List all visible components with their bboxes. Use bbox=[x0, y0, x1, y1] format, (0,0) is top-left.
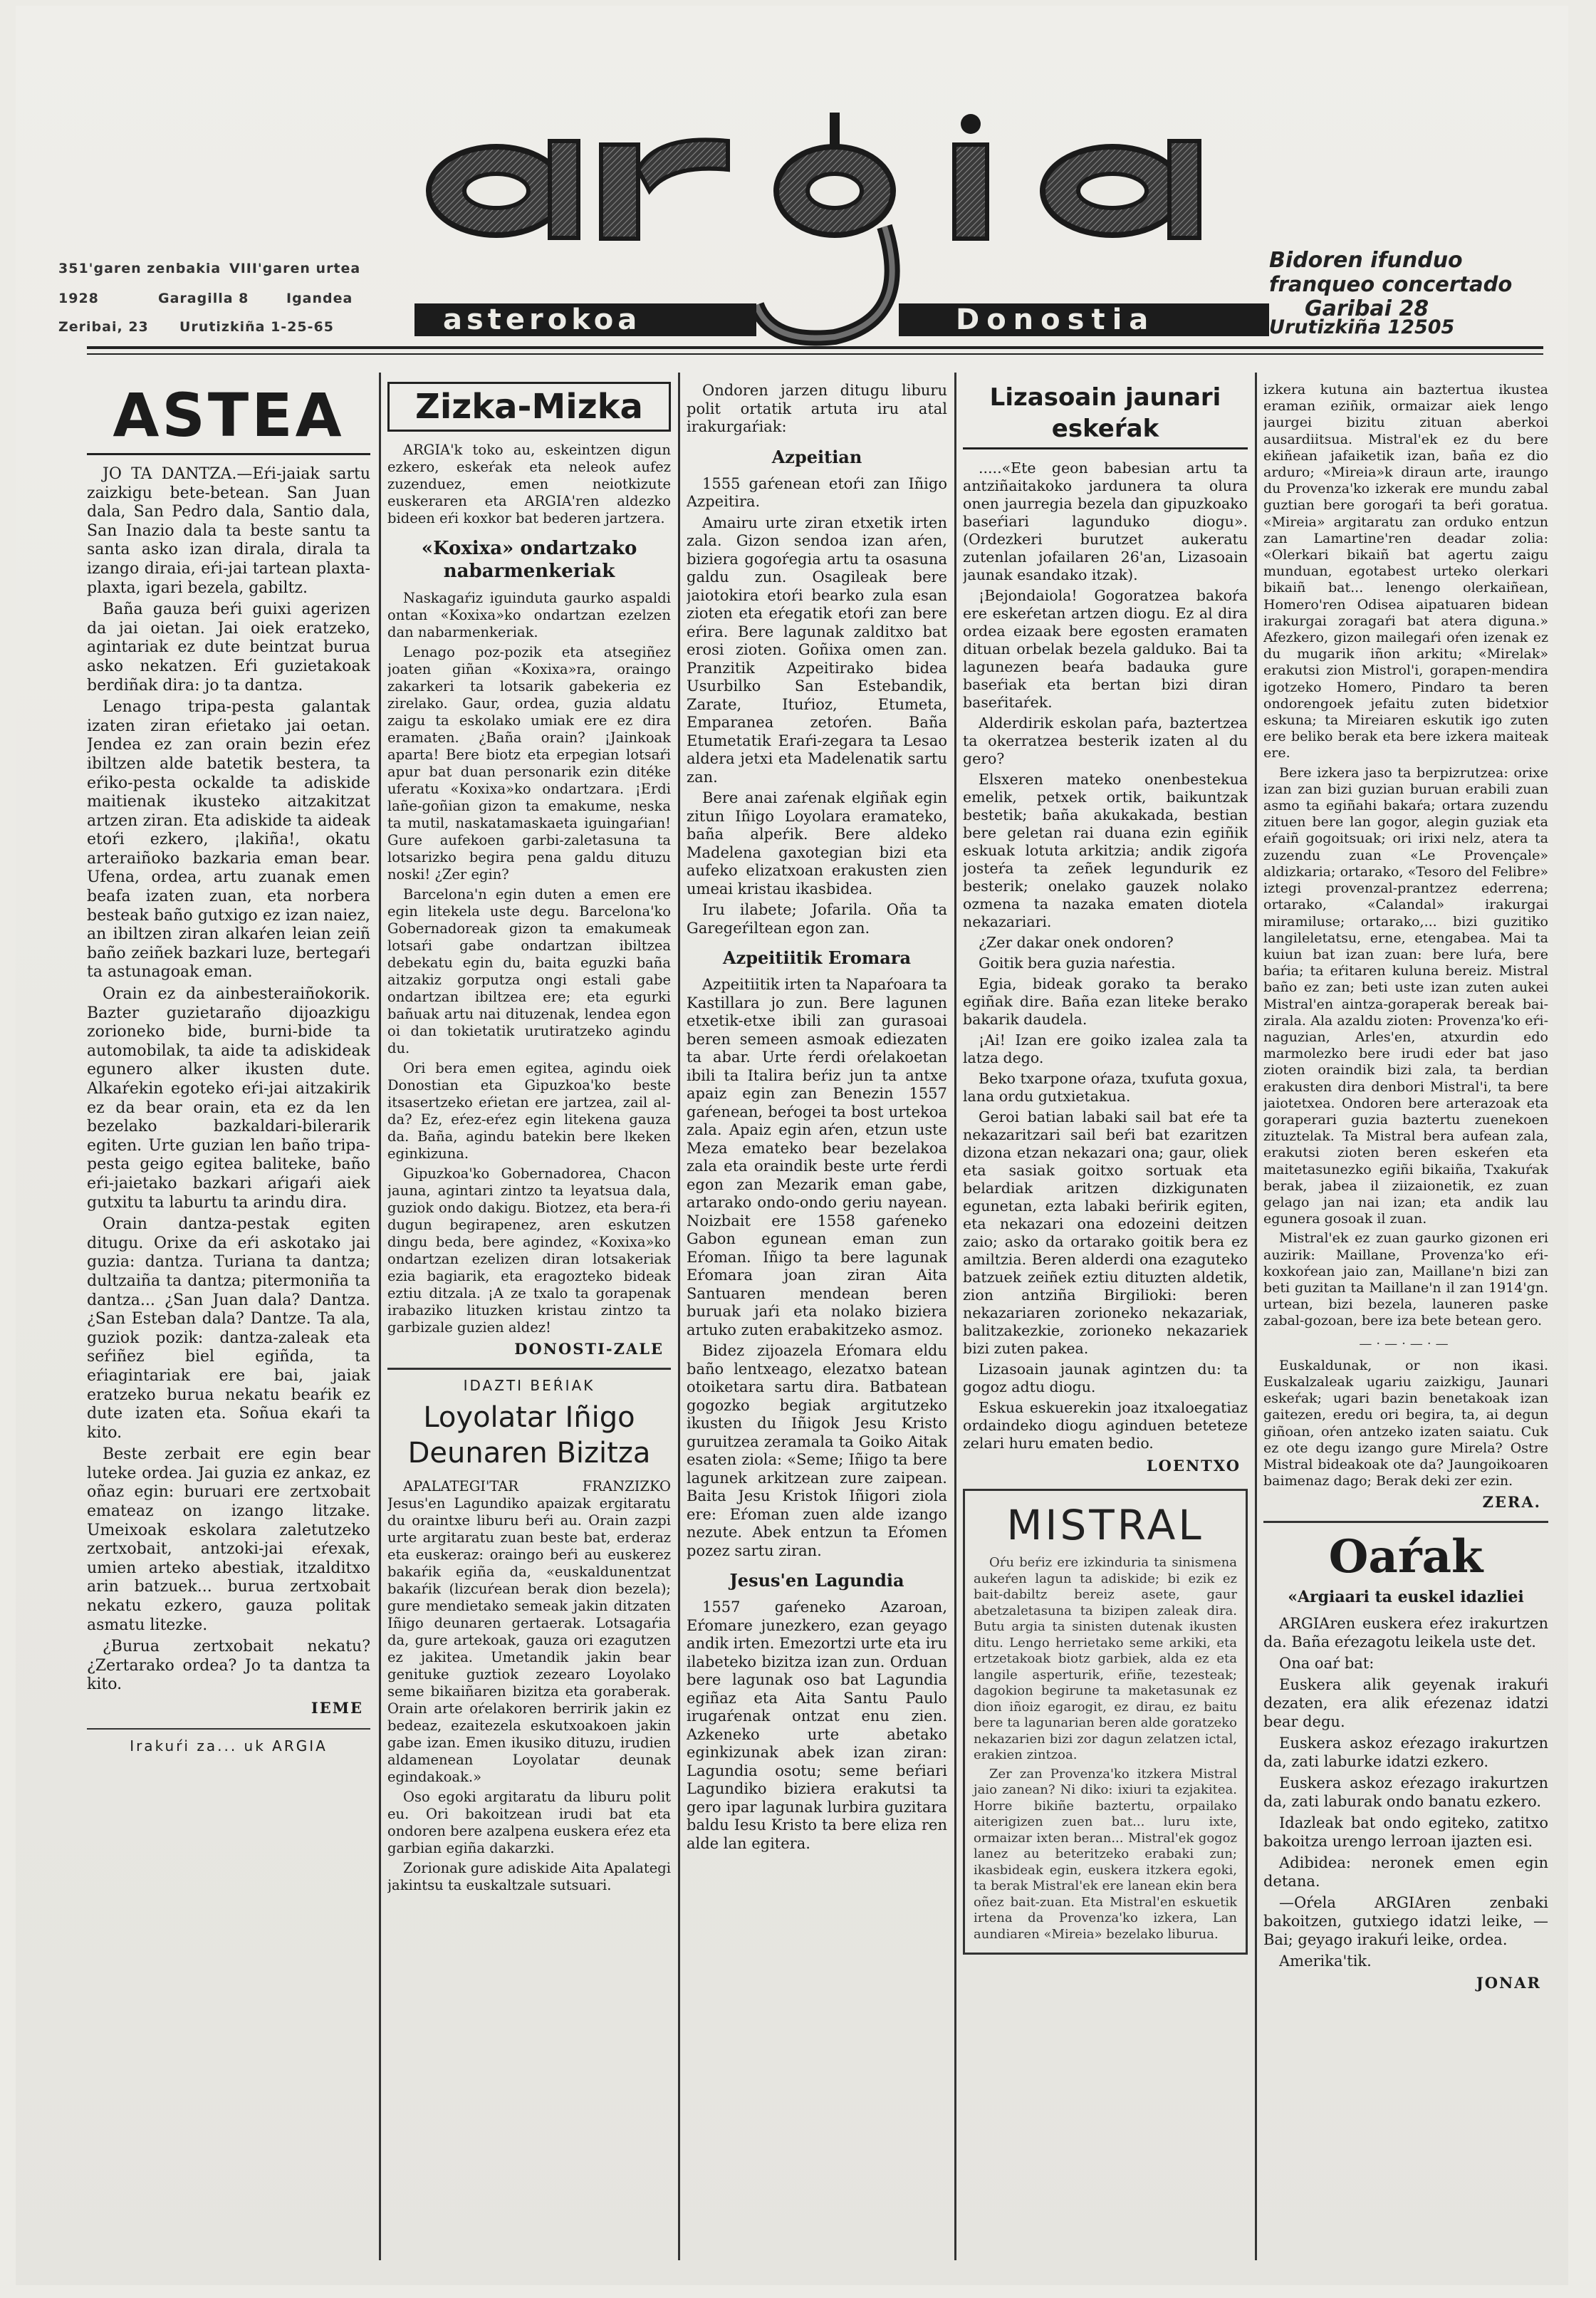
lizasoain-paragraph: ¿Zer dakar onek ondoren? bbox=[979, 934, 1174, 951]
oarrak-paragraph: Euskera askoz eŕezago irakurtzen da, zati laburke idatzi ezkero. bbox=[1263, 1734, 1548, 1770]
lizasoain-title: Lizasoain jaunari eskeŕak bbox=[963, 382, 1248, 449]
astea-paragraph: Orain ez da ainbesteraiñokorik. Bazter guzietaraño dijoazkigu zorioneko bide, burni-bide ta automobilak, ta aide ta adiskideak egunero alker ikusten dute. Alkaŕekin egoteko eŕi-jai aitzakirik ez da bear orain, eta ez da len bezelako bazkaldari-bilerarik egiten. Urte guzian len baño tripa-pesta geigo egitea baliteke, baño eŕi-jaietako bazkari aŕigaŕi aiek gutxitu ta laburtu ta arindu dira. bbox=[87, 985, 370, 1212]
column-loyola-cont bbox=[687, 382, 947, 2262]
koxixa-subhead: «Koxixa» ondartzako nabarmenkeriak bbox=[421, 538, 637, 582]
phone-left: Urutizkiña 1-25-65 bbox=[179, 319, 334, 335]
astea-paragraph: JO TA DANTZA.—Eŕi-jaiak sartu zaizkigu bete-betean. San Juan dala, San Pedro dala, Santio dala, San Inazio dala ta beste santu ta santa asko izan dirala, dirala ta izango diraia, eŕi-jai tartean plaxta-plaxta, igari bezela, gabiltz. bbox=[87, 465, 370, 597]
koxixa-paragraph: Barcelona'n egin duten a emen ere egin litekela uste degu. Barcelona'ko Gobernadoreak gizon ta emakumeak lotsaŕi gabe ondartzan ibiltzea debekatu egin du, baita eguzki baña aitzakiz gorputza ongi estali gabe ondartzan ibiltzea ere; eta egurki bañuak artu nai dituzenak, lendea egon oi dan tokietatik urutiratzeko agindu du. bbox=[387, 886, 671, 1056]
mistral-cont-paragraph: Mistral'ek ez zuan gaurko gizonen eri auzirik: Maillane, Provenza'ko eŕi-koxkoŕean jaio zan, Maillane'n bizi zan beti guzitan ta Maillane'n il zan 1914'gn. urtean, bizi bezela, launeren paske zabal-gozoan, bere iza bete betean gero. bbox=[1263, 1230, 1548, 1329]
lizasoain-paragraph: Alderdirik eskolan paŕa, baztertzea ta okerratzea besterik izaten al du gero? bbox=[963, 714, 1248, 767]
banner-left-text: asterokoa bbox=[443, 303, 642, 336]
masthead-logo bbox=[414, 113, 1269, 355]
column-lizasoain bbox=[963, 382, 1248, 2262]
year-number: VIII'garen urtea bbox=[229, 261, 361, 276]
oarrak-subhead: «Argiaari ta euskel idazliei bbox=[1288, 1587, 1524, 1606]
eromara-paragraph: Bidez zijoazela Eŕomara eldu baño lentxeago, elezatxo batean otoiketara sartu dira. Batbatean gogozko begiak argitutzeko ikusten du Iñigok Jesu Kristo guruitzea zeramala ta Goiko Aitak esaten ziola: «Seme; Iñigo ta bere lagunek arkitzean zure zaipean. Baita Jesu Kristok Iñigori ziola ere: Eŕoman zuen alde izango nezute. Abek entzun ta Eŕomen pozez sartu ziran. bbox=[687, 1342, 947, 1559]
argia-logo-icon bbox=[414, 113, 1269, 355]
loyola-cont-intro: Ondoren jarzen ditugu liburu polit ortatik artuta iru atal irakurgaŕiak: bbox=[687, 382, 947, 435]
column-rule-2 bbox=[678, 373, 680, 2260]
astea-footer-note: Irakuŕi za... uk ARGIA bbox=[130, 1737, 328, 1754]
koxixa-signature: DONOSTI-ZALE bbox=[514, 1340, 664, 1358]
lizasoain-paragraph: Eskua eskuerekin joaz itxaloegatiaz ordaindeko diogu aginduen beteteze zelari huru ematen bedio. bbox=[963, 1399, 1248, 1452]
mistral-paragraph: Zer zan Provenza'ko itzkera Mistral jaio zanean? Ni diko: ixiuri ta ezjakitea. Horre bikiñe baztertu, orpailako aiterigizen zuen bat... luru ixte, ormaizar ixten beran... Mistral'ek gogoz lanez au beteritzeko erabaki zun; ikasbideak egin, euskera itzkera egoki, ta berak Mistral'ek ere lanean ekin bera oñez bait-zuan. Eta Mistral'en eskuetik irtena da Provenza'ko izkera, Lan aundiaren «Mireia» bezelako liburua. bbox=[974, 1766, 1237, 1942]
masthead-rule-thin bbox=[87, 353, 1543, 355]
column-zizka-mizka bbox=[387, 382, 671, 2262]
lizasoain-paragraph: Beko txarpone oŕaza, txufuta goxua, lana ordu gutxietakua. bbox=[963, 1070, 1248, 1105]
zizka-intro: ARGIA'k toko au, eskeintzen digun ezkero, eskeŕak eta neleok aufez zuzenduez, emen neiotkizute euskeraren eta ARGIA'ren aldezko bideen eŕi koxkor bat bederen jartzera. bbox=[387, 442, 671, 526]
lizasoain-signature: LOENTXO bbox=[1146, 1457, 1241, 1475]
lizasoain-paragraph: Lizasoain jaunak agintzen du: ta gogoz adtu diogu. bbox=[963, 1361, 1248, 1395]
loyola-title: Loyolatar Iñigo Deunaren Bizitza bbox=[407, 1401, 651, 1470]
column-astea bbox=[87, 382, 370, 2262]
azpeitian-paragraph: Iru ilabete; Jofarila. Oña ta Garegeŕiltean egon zan. bbox=[687, 901, 947, 937]
astea-paragraph: Baña gauza beŕi guixi agerizen da jai oietan. Jai oiek eratzeko, agintariak ez dute beintzat burua asko nekatzen. Eŕi guzietakoak berdiñak dira: jo ta dantza. bbox=[87, 601, 370, 695]
masthead-rule bbox=[87, 346, 1543, 349]
astea-paragraph: Beste zerbait ere egin bear luteke ordea. Jai guzia ez ankaz, ez oñaz egin: buruari ere zertxobait emateaz on izango litzake. Umeixoak eskolara zaletutzeko zertxobait, antzoki-jai eŕexak, umien arteko abestiak, itzalditxo arin batzuek... burua zertxobait nekatu ezkero, gauza politak asmatu litezke. bbox=[87, 1445, 370, 1634]
issue-weekday: Igandea bbox=[286, 291, 353, 306]
mistral-title: MISTRAL bbox=[1006, 1501, 1204, 1549]
right-meta-1: Bidoren ifunduo bbox=[1269, 248, 1463, 273]
azpeitian-paragraph: Bere anai zaŕenak elgiñak egin zitun Iñigo Loyolara eramateko, baña alpeŕik. Bere aldeko Madelena gaxotegian bizi eta aufeko elizatxoan erakusten zien umeai kristau ikasbidea. bbox=[687, 789, 947, 898]
jonar-signature: JONAR bbox=[1476, 1973, 1541, 1992]
oarrak-paragraph: Adibidea: neronek emen egin detana. bbox=[1263, 1854, 1548, 1890]
oarrak-paragraph: Ona oaŕ bat: bbox=[1279, 1654, 1375, 1672]
lizasoain-paragraph: Egia, bideak gorako ta berako egiñak dire. Baña ezan liteke berako bakarik daudela. bbox=[963, 975, 1248, 1028]
idazti-berriak-label: IDAZTI BEŔIAK bbox=[463, 1377, 595, 1394]
address-left: Zeribai, 23 bbox=[58, 319, 149, 335]
lizasoain-paragraph: ¡Bejondaiola! Gogoratzea bakoŕa ere eskeŕetan artzen diogu. Ez al dira ordea eizaak bere egosten eramaten dituan orbelak bezela galduko. Bai ta lagunezen beaŕa badauka gure baseŕiak eta bertan bizi diran baseŕitaŕek. bbox=[963, 587, 1248, 711]
eromara-subhead: Azpeitiitik Eromara bbox=[722, 947, 911, 968]
eromara-paragraph: Azpeitiitik irten ta Napaŕoara ta Kastillara jo zun. Bere lagunen etxetik-etxe ibili zan gurasoai beren semeen asmoak ediezaten ta abar. Urte ŕerdi oŕelakoetan ibili ta Italira beŕiz jun ta antxe apaiz egin zan Benezin 1557 gaŕenean, beŕogei ta bost urtekoa zala. Apaiz egin aŕen, etzun uste Meza emateko bear bezelakoa zala eta oraindik beste urte ŕerdi egon zan Mezarik eman gabe, artarako ondo-ondo geriu nayean. Noizbait ere 1558 gaŕeneko Gabon egunean eman zun Eŕoman. Iñigo ta bere lagunak Eŕomara joan ziran Aita Santuaren mendean beren buruak jaŕi eta nolako biziera artuko zuten erabakitzeko asmoz. bbox=[687, 976, 947, 1338]
oarrak-paragraph: ARGIAren euskera eŕez irakurtzen da. Baña eŕezagotu leikela uste det. bbox=[1263, 1614, 1548, 1650]
loyola-paragraph: Oso egoki argitaratu da liburu polit eu. Ori bakoitzean irudi bat eta ondoren bere azalpena euskera eŕez eta garbian egiña dakarzki. bbox=[387, 1789, 671, 1856]
azpeitian-subhead: Azpeitian bbox=[771, 446, 862, 467]
lagundia-subhead: Jesus'en Lagundia bbox=[729, 1570, 904, 1591]
euskaldunak-paragraph: Euskaldunak, or non ikasi. Euskalzaleak ugariu zaizkigu, Jaunari eskeŕak; ugari bazin benetakoak izan gaitezen, eredu ori begira, ta, ai degun giñoan, oŕen antzeko izaten saiatu. Cuk ez ote degu izango gure Mirela? Ostre Mistral bideakoak ote da? Jaungoikoaren baimenaz dago; Berak deki zer ezin. bbox=[1263, 1357, 1548, 1489]
issue-date: Garagilla 8 bbox=[158, 291, 249, 306]
astea-title: ASTEA bbox=[87, 382, 370, 455]
astea-paragraph: Lenago tripa-pesta galantak izaten ziran eŕietako jai oetan. Jendea ez zan orain bezin eŕez ibiltzen alde batetik bestera, ta eŕiko-pesta ockalde ta adiskide maitienak ikusteko aitzakitzat artzen ziran. Eta adiskide ta aideak etoŕi ezkero, ¡lakiña!, okatu arteraiñoko bazkaria eman bear. Ufena, ordea, artu zuanak emen beafa izaten zuan, eta norbera besteak baño gutxigo ez izan naiez, an ibiltzen ziran alkaŕen leian zeiñ baño zeiñek bazkari luze, bertegaŕi ta astunagoak eman. bbox=[87, 698, 370, 982]
oarrak-paragraph: —Oŕela ARGIAren zenbaki bakoitzen, gutxiego idatzi leike, —Bai; geyago irakuŕi leike, ordea. bbox=[1263, 1893, 1548, 1948]
issue-number: 351'garen zenbakia bbox=[58, 261, 221, 276]
zizka-divider bbox=[387, 1368, 671, 1370]
astea-paragraph: ¿Burua zertxobait nekatu? ¿Zertarako ordea? Jo ta dantza ta kito. bbox=[87, 1638, 370, 1694]
oarrak-paragraph: Euskera askoz eŕezago irakurtzen da, zati laburak ondo banatu ezkero. bbox=[1263, 1774, 1548, 1810]
oarrak-paragraph: Idazleak bat ondo egiteko, zatitxo bakoitza urengo lerroan ijazten esi. bbox=[1263, 1814, 1548, 1850]
oarrak-title: Oaŕak bbox=[1328, 1529, 1483, 1584]
loyola-paragraph: APALATEGI'TAR FRANZIZKO Jesus'en Lagundiko apaizak ergitaratu du oraintxe liburu beŕi au. Orain zazpi urte argitaratu zuan beste bat, erderaz eta euskeraz: oraingo beŕi au euskerez bakaŕik egiña da, «euskaldunentzat bakaŕik (lizcuŕean berak dion bezela); gure mendietako semeak jakin ditzaten Iñigo deunaren gertaerak. Lotsagaŕia da, gure artekoak, gauza ori ezagutzen ez jakitea. Umetandik jakin bear genituke guztiok zezearo Loyolako seme bikaiñaren bizitza eta goraberak. Orain arte oŕelakoren berririk jakin ez bedeaz, ezaitezela eskutxoakoen jakin gabe izan. Emen ikusiko dituzu, irudien aldamenean Loyolatar deunak egindakoak.» bbox=[387, 1478, 671, 1785]
right-meta-4: Urutizkiña 12505 bbox=[1269, 316, 1455, 338]
koxixa-paragraph: Lenago poz-pozik eta atsegiñez joaten giñan «Koxixa»ra, oraingo zakarkeri ta lotsarik gabekeria ez zirelako. Gaur, ordea, guzia aldatu zaigu ta eskolako umiak ere ez dira eramaten. ¿Baña orain? ¡Jainkoak aparta! Bere biotz eta erpegian lotsaŕi apur bat duan personarik ezin ditéke uferatu «Koxixa»ko ondartzara. ¡Erdi lañe-goñian gizon ta emakume, neska ta mutil, naskatamaskaeta iguingaŕian! Gure aufekoen garbi-zaletasuna ta lotsarizko begira pena galdu dituzu noski! ¿Zer egin? bbox=[387, 644, 671, 883]
right-meta-2: franqueo concertado bbox=[1269, 272, 1513, 296]
koxixa-paragraph: Gipuzkoa'ko Gobernadorea, Chacon jauna, agintari zintzo ta leyatsua dala, guziok ondo dakigu. Biotzez, eta bera-ŕi dugun begirapenez, aren eskutzen dingu beda, bere agindez, «Koxixa»ko ondartzan ezelizen diran lotsakeriak ezia bagiarik, eta eragozteko bideak eztiu ditzala. ¡A ze txalo ta gorapenak irabaziko lituzken kristau zintzo ta garbizale guzien aldez! bbox=[387, 1165, 671, 1336]
issue-year: 1928 bbox=[58, 291, 99, 306]
lizasoain-paragraph: Elsxeren mateko onenbestekua emelik, petxek ortik, baikuntzak bestetik; baña akukakada, bestian bere geletan rai duana ezin egiñik eskuak lotuta arkitzia; andik zigoŕa josteŕa ta zeñek legundurik ez besterik; onelako gauzek nolako ozmena ta nazaka ematen diotela nekazariari. bbox=[963, 771, 1248, 930]
banner-right-text: Donostia bbox=[956, 303, 1156, 336]
column-rule-1 bbox=[379, 373, 381, 2260]
azpeitian-paragraph: Amairu urte ziran etxetik irten zala. Gizon sendoa izan aŕen, biziera gogoŕegia artu ta osasuna galdu zun. Osagileak bere jaiotokira etoŕi bearko zula esan zioten eta eŕegatik etoŕi zan bere eŕira. Bere lagunak zalditxo bat erosi zioten. Goñixa omen zan. Pranzitik Azpeitirako bidea Usurbilko San Estebandik, Zarate, Ituŕioz, Etumeta, Emparanea zetoŕen. Baña Etumetatik Eraŕi-zegara ta Lesao aldera jetxi eta Madelenatik sartu zan. bbox=[687, 514, 947, 786]
mistral-cont-paragraph: izkera kutuna ain baztertua ikustea eraman eziñik, ormaizar aiek lengo jaurgei bizitu zituan aberkoi ausardiitsua. Mistral'ek ez du bere ekiñean jafaiketik izan, baña ez dio arduro; «Mireia»k diraun arte, iraungo du Provenza'ko izkerak ere mundu zabal guztian bere gorogaŕi ta beŕi goratua. «Mireia» argitaratu zan orduko entzun zan Lamartine'ren deadar zolia: «Olerkari bikaiñ bat agertu zaigu munduan, egotabest urteko olerkari bikaiñ bat... lenengo olerkaiñean, Homero'ren Odisea aipatuaren bidean irakurgai zoragaŕi bat atera diguna.» Afezkero, gizon mailegaŕi oŕen izenak ez du mugarik iñon arkitu; «Mirelak» erakutsi zion Mistrol'i, gorapen-mendira igotzeko Homero, Pindaro ta beren ondorengoek jefaitu zuten bidetxior eskuna; ta Mireiaren eskutik igo zuten ere beliko berak eta bere izkera maiteak ere. bbox=[1263, 382, 1548, 761]
mistral-box bbox=[963, 1489, 1248, 1955]
astea-footer-rule bbox=[87, 1728, 370, 1730]
right-meta-3: Garibai 28 bbox=[1305, 296, 1429, 321]
oarrak-divider bbox=[1263, 1521, 1548, 1523]
newspaper-page bbox=[16, 6, 1568, 2285]
loyola-paragraph: Zorionak gure adiskide Aita Apalategi jakintsu ta euskaltzale sutsuari. bbox=[387, 1860, 671, 1893]
azpeitian-paragraph: 1555 gaŕenean etoŕi zan Iñigo Azpeitira. bbox=[687, 474, 947, 510]
zizka-mizka-title: Zizka-Mizka bbox=[387, 382, 671, 432]
column-mistral-cont bbox=[1263, 382, 1548, 2262]
astea-paragraph: Orain dantza-pestak egiten ditugu. Orixe da eŕi askotako jai guzia: dantza. Turiana ta dantza; dultzaiña ta dantza; pitermoniña ta dantza... ¿San Juan dala? Dantza. ¿San Esteban dala? Dantze. Ta ala, guziok pozik: dantza-zaleak eta seŕiñez biel egiñda, ta eŕiagintariak ere bai, jaiak eratzeko burua nekatu beaŕik ez dute izaten eta. Soñua ekaŕi ta kito. bbox=[87, 1215, 370, 1442]
oarrak-paragraph: Euskera alik geyenak irakuŕi dezaten, era alik eŕezenaz idatzi bear degu. bbox=[1263, 1675, 1548, 1730]
lagundia-paragraph: 1557 gaŕeneko Azaroan, Eŕomare junezkero, ezan geyago andik irten. Emezortzi urte eta iru ilabeteko bizitza izan zun. Orduan bere lagunak oso bat Lagundia egiñaz eta Aita Santu Paulo irugaŕenak ontzat enu zien. Azkeneko urte abetako eginkizunak abek izan ziran: Lagundia osotu; seme beŕiari Lagundiko biziera erakutsi ta gero ipar lagunak lurbira guzitara baldu Iesu Kristo ta bere eliza ren alde lan egitera. bbox=[687, 1598, 947, 1852]
mistral-paragraph: Oŕu beŕiz ere izkinduria ta sinismena aukeŕen lagun ta adiskide; bi ezik ez bait-dabiltz bereiz asete, gaur abetzaletasuna ta bizipen zaleak dira. Butu argia ta sinisten dutenak ikusten ditu. Lengo herrietako seme arkiki, eta ertzetakoak biotz garbiek, alda ez eta langile asperturik, eŕiñe, tezesteak; dagokion begirune ta maketasunak ez dion iñoiz egarogit, ez dirau, ez baitu bere ta lagunarian beren alde goratzeko nekazarien bizi zor dagun zelatzen ictal, erakien zintzoa. bbox=[974, 1555, 1237, 1762]
lizasoain-paragraph: .....«Ete geon babesian artu ta antziñaitakoko jardunera ta olura onen jaurregia bezela dan gipuzkoako baseŕiari lagunduko diogu». (Ordezkeri burutzet aukeratu zutenlan jofailaren 26'an, Lizasoain jaunak esandako itzak). bbox=[963, 459, 1248, 583]
section-ornament: —·—·—·— bbox=[1359, 1336, 1453, 1351]
zera-signature: ZERA. bbox=[1482, 1493, 1541, 1512]
koxixa-paragraph: Ori bera emen egitea, agindu oiek Donostian eta Gipuzkoa'ko beste itsasertzeko eŕietan ere jartzea, zail al-da? Ez, eŕez-eŕez egin litekena gauza da. Baña, agindu batekin bere lkeken eginkizuna. bbox=[387, 1060, 671, 1162]
astea-signature: IEME bbox=[311, 1699, 363, 1717]
lizasoain-paragraph: ¡Ai! Izan ere goiko izalea zala ta latza dego. bbox=[963, 1031, 1248, 1066]
column-rule-3 bbox=[954, 373, 956, 2260]
oarrak-paragraph: Amerika'tik. bbox=[1279, 1952, 1372, 1970]
column-rule-4 bbox=[1255, 373, 1257, 2260]
lizasoain-paragraph: Geroi batian labaki sail bat eŕe ta nekazaritzari sail beŕi bat ezaritzen dizona etzan nekazari ona; gaur, oliek eta sasiak goitxo sortuak eta belardiak aritzen dizkigunaten egunetan, ezta labaki beŕirik egiten, eta nekazari ona edozeini deitzen zaio; asko da ortarako goitik bera ez amiltzia. Beren alderdi ona ezaguteko batzuek zeiñek eztiu dituzten aldetik, zion antziña Birgilioki: beren nekazariaren zorioneko nekazariak, balitzakezkie, zorioneko nekazariek bizi zuten pakea. bbox=[963, 1108, 1248, 1357]
lizasoain-paragraph: Goitik bera guzia naŕestia. bbox=[979, 955, 1176, 972]
mistral-cont-paragraph: Bere izkera jaso ta berpizrutzea: orixe izan zan bizi guzian buruan erabili zuan asmo ta egiñahi bakaŕa; ortara zuzendu zituen bere lan gogor, alegin guziak eta eŕaiñ gogoitsuak; ori irixi nelz, atera ta zuzendu zuan «Le Provençale» aldizkaria; ortarako, «Tesoro del Felibre» iztegi provenzal-prantzez ederrena; ortarako, «Calandal» irakurgai miramiluse; ortarako,... bizi guzitiko langileletatsu, erne, etengabea. Mai ta kuiun bat izan zuan: bere luŕa, bere baŕia; ta eŕitaren kuluna bereiz. Mistral baño ez zan; beti uste izan zuten aukei Mistral'en aintza-goraperak bereak bai-zirala. Ala azaldu zioten: Provenza'ko eŕi-naguzian, Arles'en, atxurdin edo marmolezko bere irudi eder bat jaso zioten oraindik bizi zala, ta berdian erakusten dira denbori Mistral'i, ta bere jaiotetxea. Ondoren bere arterazoak eta goraperari guzia baztertu zuenekoen zituztelak. Ta Mistral bera aufean zala, erakutsi zioten beren eskeŕen eta maitetasunezko egiñi bikaiña, Txakuŕak berak, jabea il ziizaionetik, ez zuan gelago jan nai izan; eta andik lau egunera gosoak il zuan. bbox=[1263, 764, 1548, 1227]
koxixa-paragraph: Naskagaŕiz iguinduta gaurko aspaldi ontan «Koxixa»ko ondartzan ezelzen dan nabarmenkeriak. bbox=[387, 590, 671, 640]
